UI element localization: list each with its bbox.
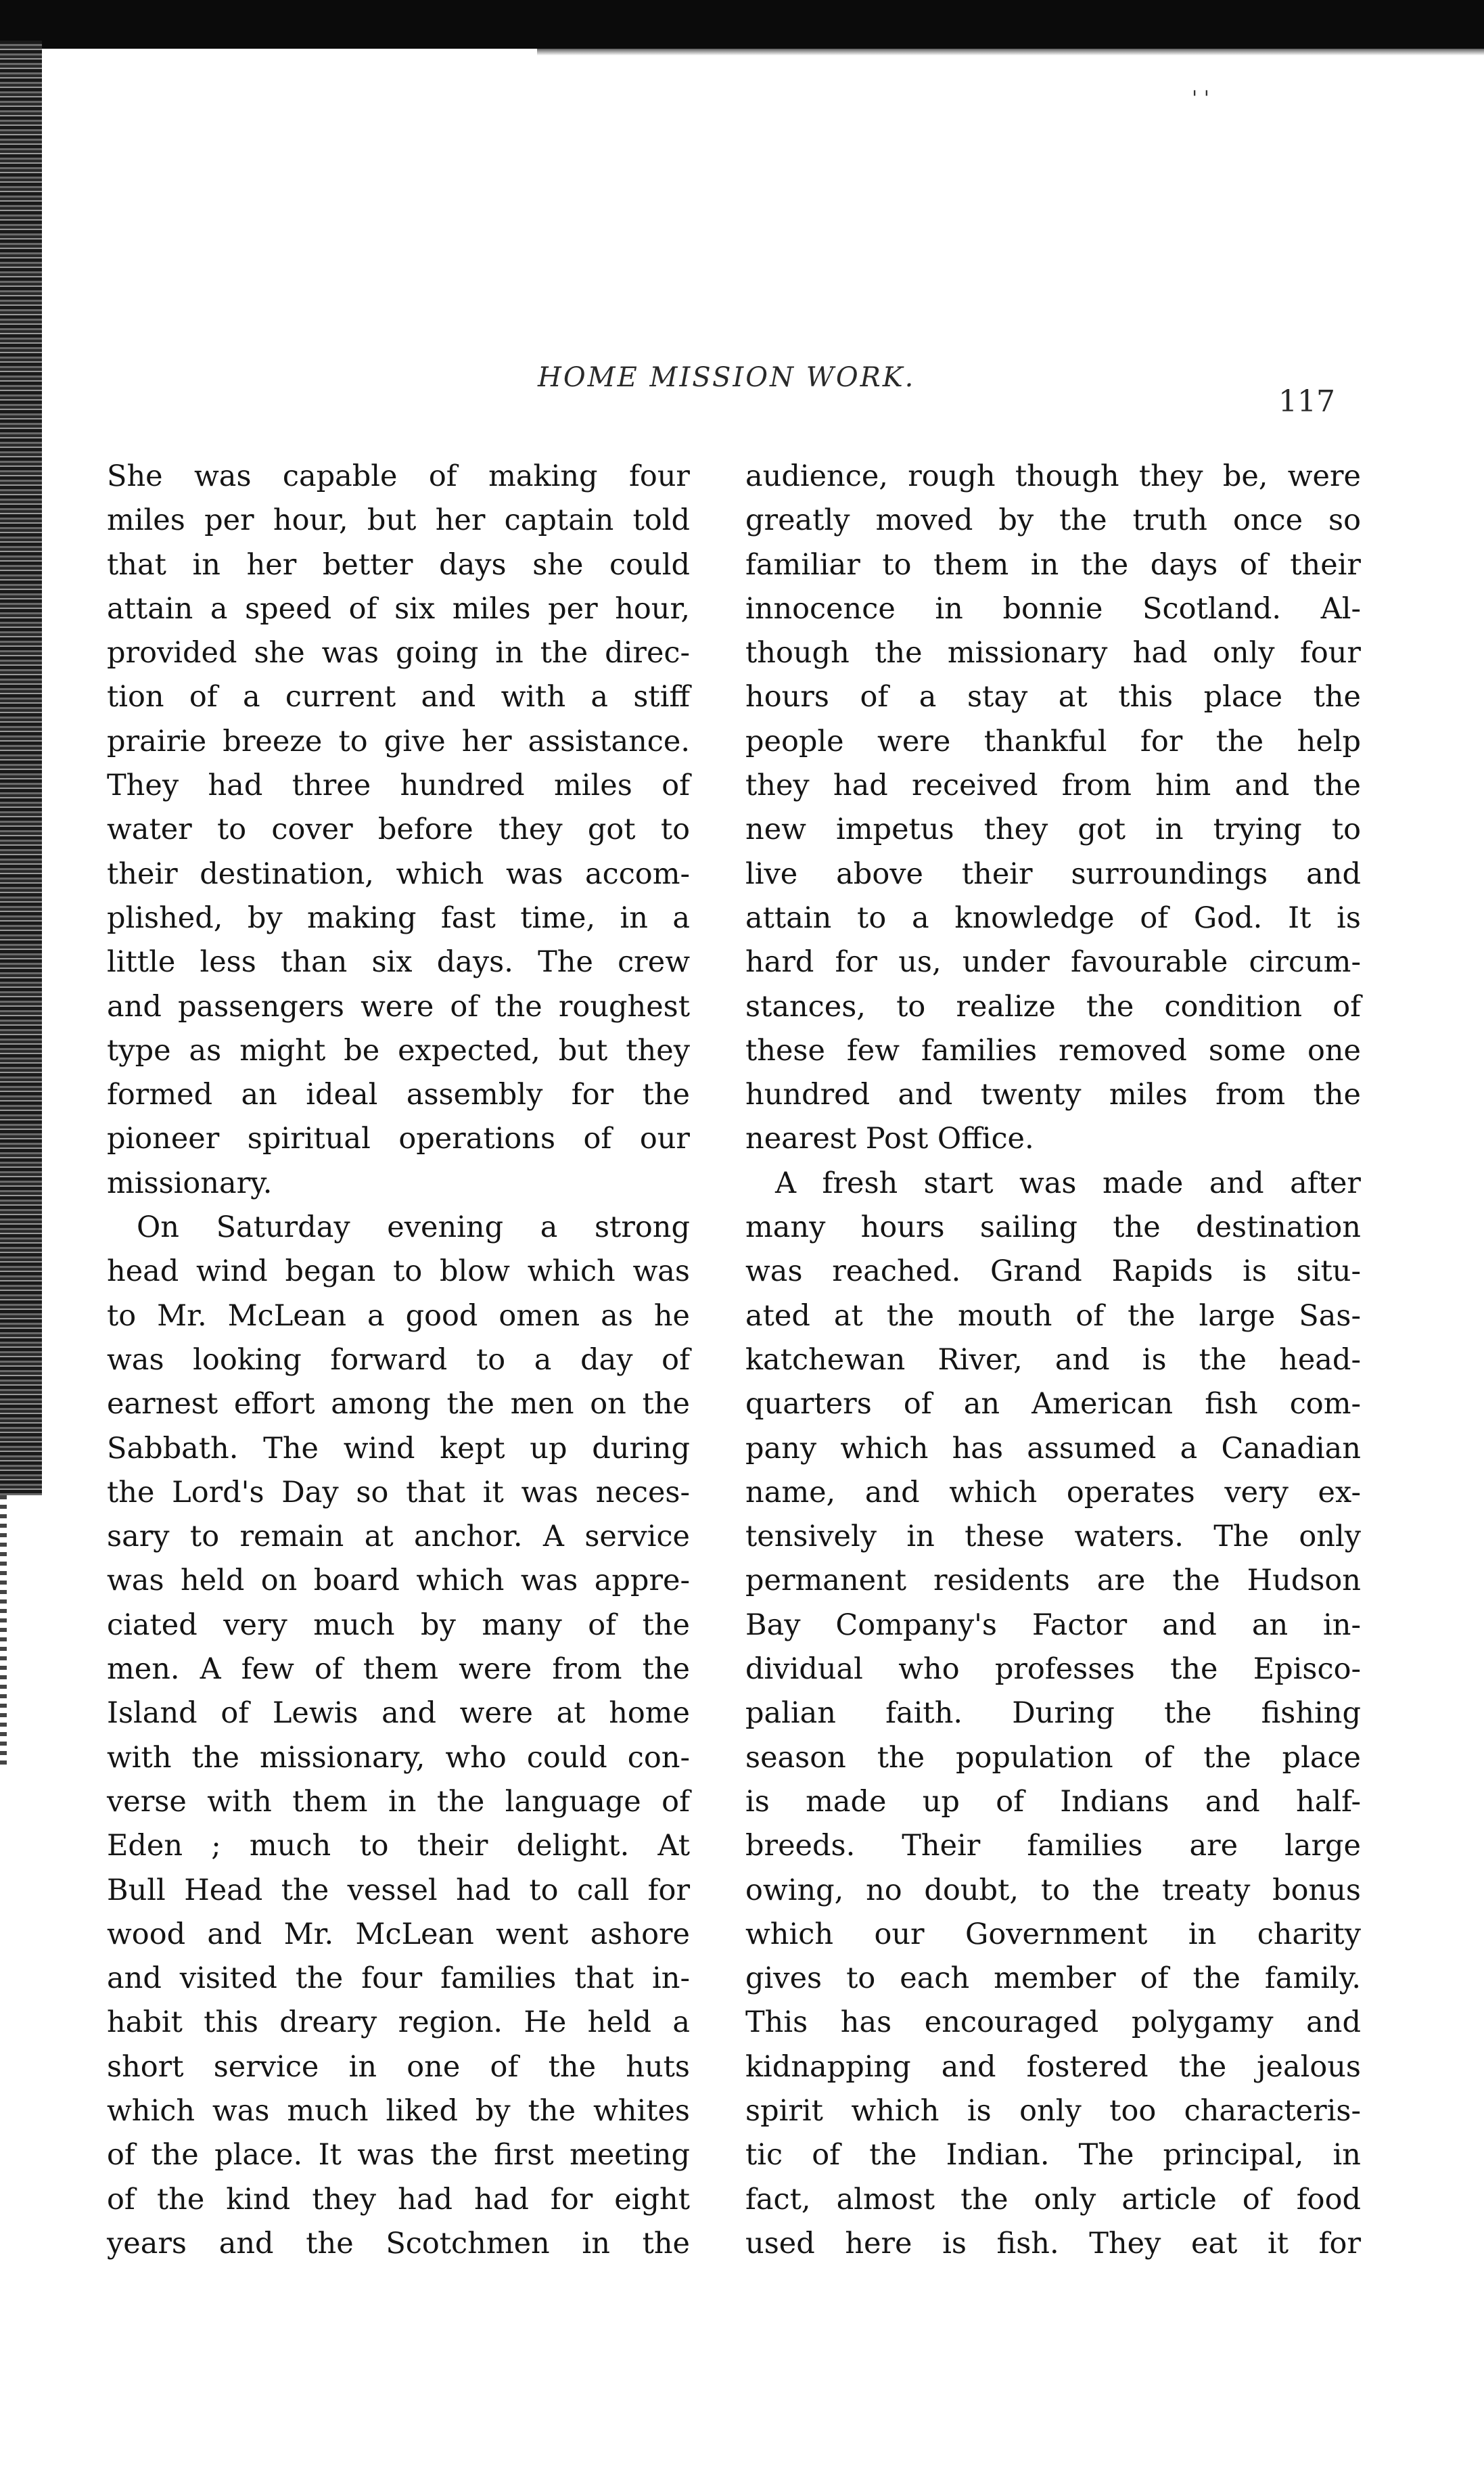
text-line: and visited the four families that in- [107, 1961, 690, 1996]
text-line: pany which has assumed a Canadian [745, 1431, 1361, 1465]
right-column [745, 455, 1361, 2266]
text-line: was reached. Grand Rapids is situ- [745, 1254, 1361, 1289]
text-line: sary to remain at anchor. A service [107, 1520, 690, 1554]
text-line: type as might be expected, but they [107, 1033, 690, 1068]
text-line: with the missionary, who could con- [107, 1740, 690, 1775]
text-line: hours of a stay at this place the [745, 680, 1361, 714]
text-line: Sabbath. The wind kept up during [107, 1431, 690, 1465]
text-line: Island of Lewis and were at home [107, 1696, 690, 1731]
text-line: of the kind they had had for eight [107, 2182, 690, 2217]
scan-binding-gutter-dots [0, 1495, 7, 1766]
text-line: audience, rough though they be, were [745, 459, 1361, 493]
text-line: tensively in these waters. The only [745, 1520, 1361, 1554]
text-line: prairie breeze to give her assistance. [107, 724, 690, 758]
text-line: season the population of the place [745, 1740, 1361, 1775]
text-line: provided she was going in the direc- [107, 636, 690, 671]
text-line: though the missionary had only four [745, 636, 1361, 671]
text-line: is made up of Indians and half- [745, 1784, 1361, 1819]
text-line: gives to each member of the family. [745, 1961, 1361, 1996]
text-line: miles per hour, but her captain told [107, 503, 690, 538]
scan-top-edge-shadow [537, 41, 1484, 55]
text-line: which was much liked by the whites [107, 2093, 690, 2128]
text-line: many hours sailing the destination [745, 1210, 1361, 1245]
text-line: years and the Scotchmen in the [107, 2226, 690, 2260]
text-line: stances, to realize the condition of [745, 989, 1361, 1024]
text-line: they had received from him and the [745, 769, 1361, 803]
text-line: little less than six days. The crew [107, 945, 690, 980]
text-line: permanent residents are the Hudson [745, 1564, 1361, 1598]
text-line: plished, by making fast time, in a [107, 901, 690, 935]
text-line: men. A few of them were from the [107, 1652, 690, 1687]
text-line: people were thankful for the help [745, 724, 1361, 758]
text-line: owing, no doubt, to the treaty bonus [745, 1873, 1361, 1907]
text-line: ated at the mouth of the large Sas- [745, 1298, 1361, 1333]
text-line: tic of the Indian. The principal, in [745, 2138, 1361, 2173]
text-line: head wind began to blow which was [107, 1254, 690, 1289]
text-line: of the place. It was the first meeting [107, 2138, 690, 2173]
text-line: missionary. [107, 1166, 273, 1200]
text-line: She was capable of making four [107, 459, 690, 493]
text-line: This has encouraged polygamy and [745, 2005, 1361, 2040]
text-line: to Mr. McLean a good omen as he [107, 1298, 690, 1333]
text-line: name, and which operates very ex- [745, 1475, 1361, 1509]
text-line: spirit which is only too characteris- [745, 2093, 1361, 2128]
text-line: dividual who professes the Episco- [745, 1652, 1361, 1687]
text-line: short service in one of the huts [107, 2049, 690, 2084]
text-line: fact, almost the only article of food [745, 2182, 1361, 2217]
page-number: 117 [1278, 384, 1335, 419]
stray-marks: ' ' [1192, 87, 1210, 110]
text-line: water to cover before they got to [107, 813, 690, 847]
text-line: was held on board which was appre- [107, 1564, 690, 1598]
text-line: earnest effort among the men on the [107, 1387, 690, 1422]
text-line: Bay Company's Factor and an in- [745, 1608, 1361, 1642]
text-line: attain a speed of six miles per hour, [107, 591, 690, 626]
text-line: nearest Post Office. [745, 1122, 1034, 1156]
text-line: On Saturday evening a strong [137, 1210, 690, 1245]
text-line: formed an ideal assembly for the [107, 1078, 690, 1112]
text-line: their destination, which was accom- [107, 857, 690, 891]
text-line: which our Government in charity [745, 1917, 1361, 1951]
text-line: breeds. Their families are large [745, 1829, 1361, 1863]
text-line: familiar to them in the days of their [745, 547, 1361, 582]
text-line: They had three hundred miles of [107, 769, 690, 803]
running-head: HOME MISSION WORK. [538, 362, 916, 393]
text-line: pioneer spiritual operations of our [107, 1122, 690, 1156]
text-line: used here is fish. They eat it for [745, 2226, 1361, 2260]
text-line: these few families removed some one [745, 1033, 1361, 1068]
text-line: palian faith. During the fishing [745, 1696, 1361, 1731]
text-line: quarters of an American fish com- [745, 1387, 1361, 1422]
text-line: greatly moved by the truth once so [745, 503, 1361, 538]
text-line: the Lord's Day so that it was neces- [107, 1475, 690, 1509]
text-line: new impetus they got in trying to [745, 813, 1361, 847]
text-line: Bull Head the vessel had to call for [107, 1873, 690, 1907]
text-line: and passengers were of the roughest [107, 989, 690, 1024]
text-line: live above their surroundings and [745, 857, 1361, 891]
text-line: innocence in bonnie Scotland. Al- [745, 591, 1361, 626]
text-line: tion of a current and with a stiff [107, 680, 690, 714]
text-line: katchewan River, and is the head- [745, 1342, 1361, 1377]
text-line: wood and Mr. McLean went ashore [107, 1917, 690, 1951]
text-line: was looking forward to a day of [107, 1342, 690, 1377]
text-line: Eden ; much to their delight. At [107, 1829, 690, 1863]
text-line: hundred and twenty miles from the [745, 1078, 1361, 1112]
scan-binding-gutter [0, 41, 42, 1495]
text-line: that in her better days she could [107, 547, 690, 582]
text-line: habit this dreary region. He held a [107, 2005, 690, 2040]
text-line: A fresh start was made and after [775, 1166, 1361, 1200]
text-line: kidnapping and fostered the jealous [745, 2049, 1361, 2084]
text-line: verse with them in the language of [107, 1784, 690, 1819]
left-column [107, 455, 690, 2266]
text-line: ciated very much by many of the [107, 1608, 690, 1642]
text-line: hard for us, under favourable circum- [745, 945, 1361, 980]
text-line: attain to a knowledge of God. It is [745, 901, 1361, 935]
